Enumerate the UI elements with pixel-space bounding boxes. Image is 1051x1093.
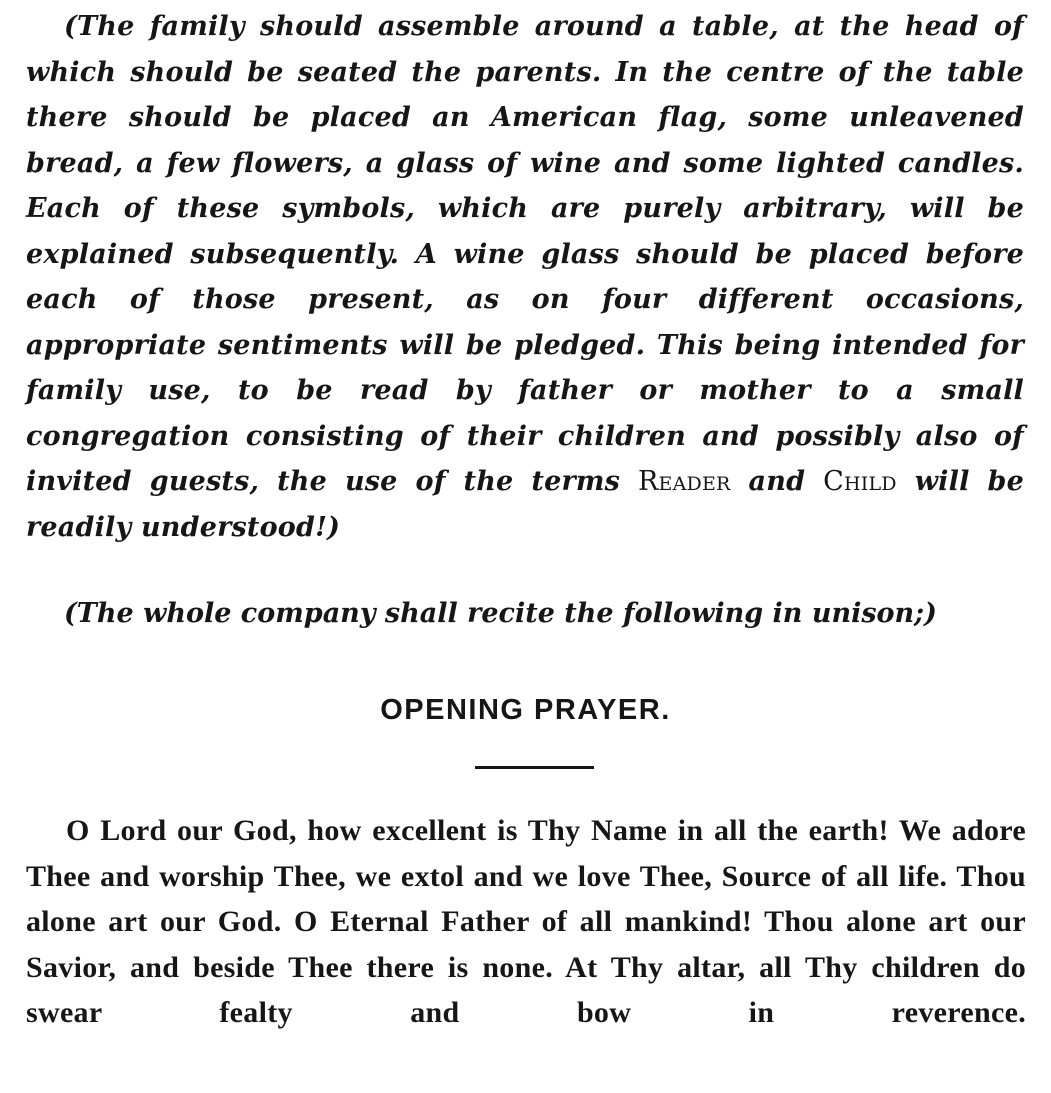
term-joiner: and [748, 466, 806, 497]
prayer-text: O Lord our God, how excellent is Thy Name in all the earth! We adore Thee and worship Thee, we extol and we love Thee, Source of all life. Thou alone art our God. O Eternal Father of all mankind! Thou alone art our Savior, and beside Thee there is none. At Thy altar, all Thy children do swear fealty and bow in reverence. [26, 814, 1026, 1029]
prayer-paragraph [26, 808, 1026, 1036]
instruction-tail: will be readily understood!) [26, 466, 1024, 543]
instruction-lead: (The family should assemble around a table, at the head of which should be seated the parents. In the centre of the table there should be placed an American flag, some unleavened bread, a few flowers, a glass of wine and some lighted candles. Each of these symbols, which are purely arbitrary, will be explained subsequently. A wine glass should be placed before each of those present, as on four different occasions, appropriate sentiments will be pledged. This being intended for family use, to be read by father or mother to a small congregation consisting of their children and possibly also of invited guests, the use of the terms [26, 11, 1024, 497]
term-child: Child [823, 466, 897, 497]
prayer-heading: OPENING PRAYER. [380, 694, 671, 726]
heading-rule [475, 766, 594, 769]
term-reader: Reader [638, 466, 731, 497]
instruction-paragraph [26, 4, 1024, 550]
unison-note: (The whole company shall recite the following in unison;) [64, 598, 937, 629]
